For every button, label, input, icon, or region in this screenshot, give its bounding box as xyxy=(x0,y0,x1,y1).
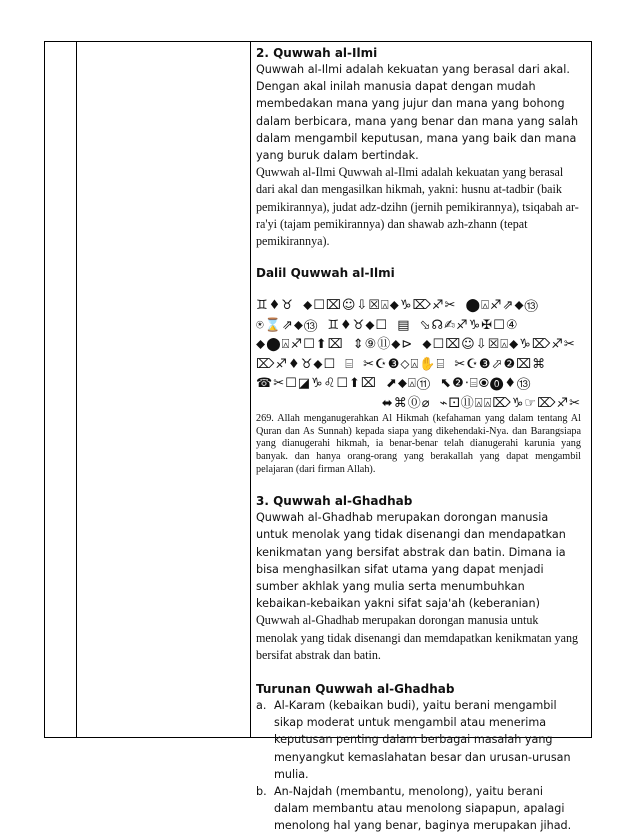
list-marker: a. xyxy=(256,699,267,713)
paragraph-ilmi-serif: Quwwah al-Ilmi Quwwah al-Ilmi adalah kekuatan yang berasal dari akal dan mengasilkan hikmah, yakni: husnu at-tadbir (baik pemikirannya), judat adz-dzihn (jernih pemikirannya), tsiqabah ar-ra'yi (tajam pemikirannya) dan shawab azh-zhann (tepat pemikirannya). xyxy=(256,165,579,249)
section-heading-quwwah-al-ilmi: 2. Quwwah al-Ilmi xyxy=(256,46,378,60)
paragraph-ilmi-sans: Quwwah al-Ilmi adalah kekuatan yang berasal dari akal. Dengan akal inilah manusia dapat dengan mudah membedakan mana yang jujur dan mana yang bohong dalam berbicara, mana yang benar dan mana yang salah dalam mengambil keputusan, mana yang baik dan mana yang buruk dalam bertindak. xyxy=(256,63,579,163)
column-divider-2 xyxy=(250,42,251,737)
column-divider-1 xyxy=(76,42,77,737)
arabic-line: ☎✂☐◪♑♌☐⬆⌧ ⬈⬥⍓⑪ ⬉❷⋅⌸⦿⓿♦⑬ xyxy=(256,376,532,392)
turunan-list xyxy=(256,697,581,835)
arabic-verse xyxy=(256,296,581,413)
verse-translation: 269. Allah menganugerahkan Al Hikmah (kefahaman yang dalam tentang Al Quran dan As Sunnah) kepada siapa yang dikehendaki-Nya. dan Barangsiapa yang dianugerahi hikmah, ia benar-benar telah dianugerahi karunia yang banyak. dan hanya orang-orang yang berakallah yang dapat mengambil pelajaran (dari firman Allah). xyxy=(256,413,581,475)
dalil-heading: Dalil Quwwah al-Ilmi xyxy=(256,266,395,281)
arabic-line: ⬥⬤⍓♐☐⬆⌧ ⇕⑨⑪⬥⊳ ⬥☐⌧☺⇩☒⍓⬥♑⌦♐✂ xyxy=(256,337,576,353)
arabic-line: ♊♦♉ ⬥☐⌧☺⇩☒⍓⬥♑⌦♐✂ ⬤⍓♐⇗⬥⑬ xyxy=(256,298,539,314)
list-item-text: An-Najdah (membantu, menolong), yaitu berani dalam membantu atau menolong siapapun, apalagi menolong hal yang benar, baginya merupakan jihad. xyxy=(274,785,572,833)
list-item xyxy=(256,783,581,835)
paragraph-ghadhab-sans: Quwwah al-Ghadhab merupakan dorongan manusia untuk menolak yang tidak disenangi dan mendapatkan kenikmatan yang bersifat abstrak dan batin. Dimana ia bisa menghasilkan sifat utama yang dapat menjadi sumber akhlak yang mulia serta menumbuhkan kebaikan-kebaikan yakni sifat saja'ah (keberanian) xyxy=(256,511,566,611)
list-item-text: Al-Karam (kebaikan budi), yaitu berani mengambil sikap moderat untuk mengambil atau menerima keputusan penting dalam berbagai masalah yang menyangkut kemaslahatan besar dan urusan-urusan mulia. xyxy=(274,699,571,781)
arabic-line: ⍟⌛⇗⬥⑬ ♊♦♉⬥☐ ▤ ⬂☊✍♐♑✠☐④ xyxy=(256,317,519,333)
table xyxy=(44,41,592,833)
list-item xyxy=(256,697,581,783)
arabic-line: ⬌⌘⓪⌀ ⌁⚀⑪⍓⍓⌦♑☞⌦♐✂ xyxy=(381,395,581,411)
list-marker: b. xyxy=(256,785,267,799)
paragraph-ghadhab-serif: Quwwah al-Ghadhab merupakan dorongan manusia untuk menolak yang tidak disenangi dan memdapatkan kenikmatan yang bersifat abstrak dan batin. xyxy=(256,613,579,662)
content-cell xyxy=(256,45,581,835)
turunan-heading: Turunan Quwwah al-Ghadhab xyxy=(256,682,455,697)
arabic-line: ⌦♐♦♉⬥☐ ⌸ ✂☪❸⬦⍓✋⌸ ✂☪❸⬀❷⌧⌘ xyxy=(256,356,547,372)
section-heading-quwwah-al-ghadhab: 3. Quwwah al-Ghadhab xyxy=(256,494,413,509)
